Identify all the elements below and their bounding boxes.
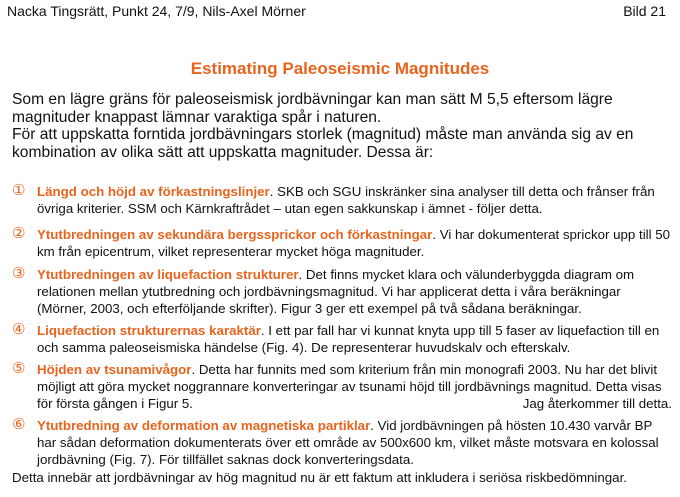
conclusion-text: Detta innebär att jordbävningar av hög magnitud nu är ett faktum att inkludera i seriösa riskbedömningar. xyxy=(12,470,627,485)
item-number: ② xyxy=(12,225,26,242)
item-number: ⑥ xyxy=(12,416,26,433)
list-item xyxy=(12,417,672,468)
list-item xyxy=(12,322,672,356)
item-heading: Liquefaction strukturernas karaktär xyxy=(37,323,261,338)
item-number: ① xyxy=(12,182,26,199)
item-text: . I ett par fall har vi kunnat knyta upp till 5 faser av liquefaction till en och samma paleoseismiska händelse (Fig. 4). De representerar huvudskalv och efterskalv. xyxy=(37,323,660,355)
list-item xyxy=(12,226,672,260)
intro-paragraph: Som en lägre gräns för paleoseismisk jordbävningar kan man sätt M 5,5 eftersom lägre magnituder knappast lämnar varaktiga spår i naturen. xyxy=(12,91,613,126)
item-heading: Ytutbredningen av sekundära bergssprickor och förkastningar xyxy=(37,227,433,242)
header-source: Nacka Tingsrätt, Punkt 24, 7/9, Nils-Axel Mörner xyxy=(7,3,306,19)
item-heading: Ytutbredning av deformation av magnetiska partiklar xyxy=(37,418,371,433)
slide-number: Bild 21 xyxy=(623,3,666,19)
item-heading: Ytutbredningen av liquefaction strukturer xyxy=(37,267,299,282)
item-text: . Vid jordbävningen på hösten 10.430 varvår BP har sådan deformation dokumenterats över ett område av 500x600 km, vilket måste motsvara en kolossal jordbävning (Fig. 7). För tillfället saknas dock konverteringsdata. xyxy=(37,418,659,467)
item-text: . Detta har funnits med som kriterium från min monografi 2003. Nu har det blivit möjligt att göra mycket noggrannare konverteringar av tsunami höjd till jordbävnings magnitud. Detta visas för första gången i Figur 5. xyxy=(37,362,662,411)
item-note: Jag återkommer till detta. xyxy=(522,396,672,411)
item-text: . Det finns mycket klara och välunderbyggda diagram om relationen mellan ytutbredning och jordbävningsmagnitud. Vi har applicerat detta i våra beräkningar (Mörner, 2003, och efterföljande skrifter). Figur 3 ger ett exempel på två sådana beräkningar. xyxy=(37,267,635,316)
intro-text xyxy=(12,91,672,161)
item-text: . Vi har dokumenterat sprickor upp till 50 km från epicentrum, vilket representerar mycket höga magnituder. xyxy=(37,227,671,259)
item-number: ④ xyxy=(12,321,26,338)
slide-title: Estimating Paleoseismic Magnitudes xyxy=(190,59,490,78)
intro-paragraph: För att uppskatta forntida jordbävningars storlek (magnitud) måste man använda sig av en kombination av olika sätt att uppskatta magnituder. Dessa är: xyxy=(12,126,634,161)
list-item xyxy=(12,183,672,217)
item-heading: Längd och höjd av förkastningslinjer xyxy=(37,184,270,199)
list-item xyxy=(12,266,672,317)
list-item xyxy=(12,361,672,412)
item-text: . SKB och SGU inskränker sina analyser till detta och frånser från övriga kriterier. SSM och Kärnkraftrådet – utan egen sakkunskap i ämnet - följer detta. xyxy=(37,184,655,216)
item-heading: Höjden av tsunamivågor xyxy=(37,362,192,377)
item-number: ⑤ xyxy=(12,360,26,377)
slide-header xyxy=(7,3,666,21)
item-number: ③ xyxy=(12,265,26,282)
